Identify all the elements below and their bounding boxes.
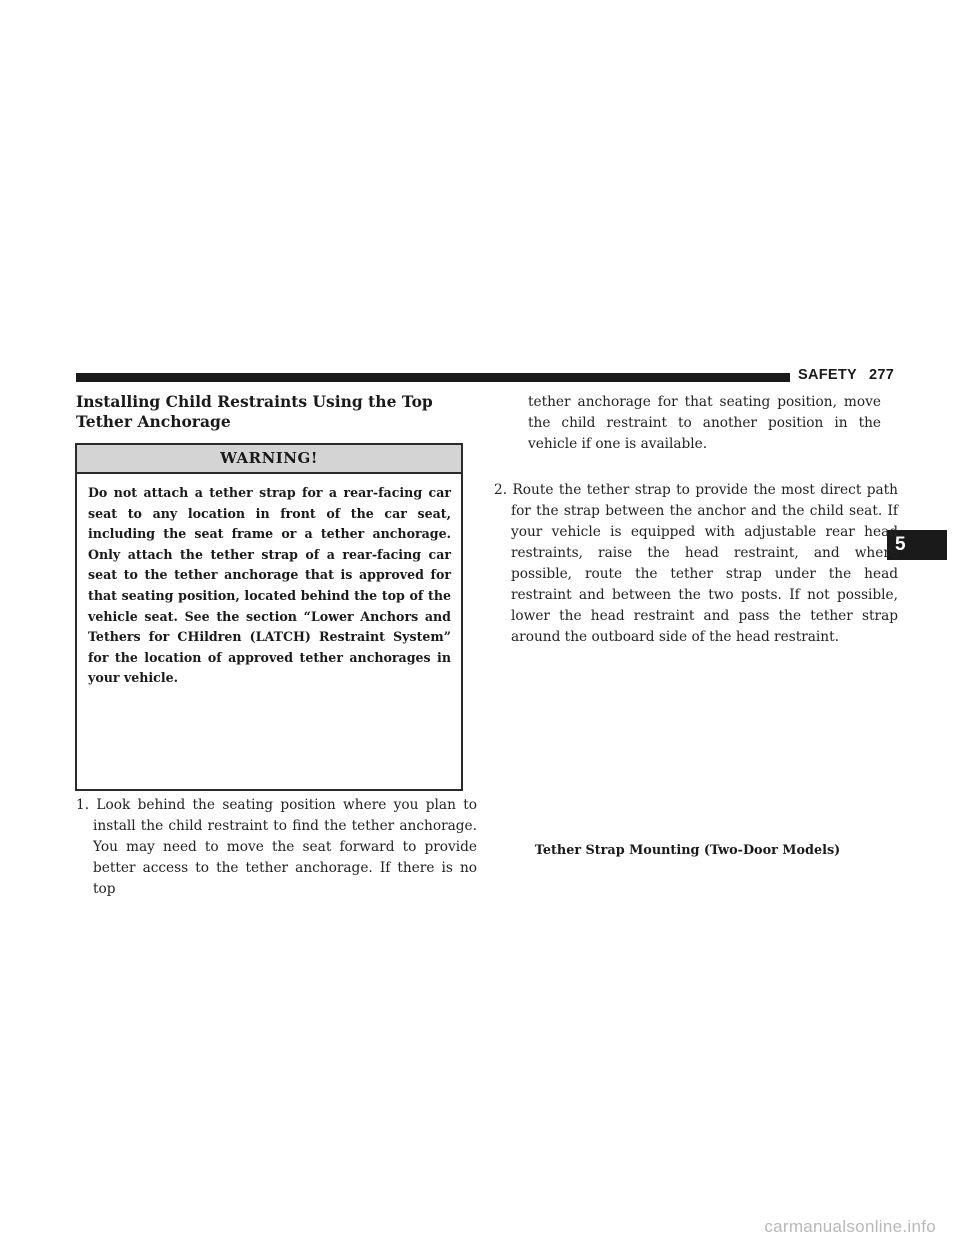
running-header bbox=[798, 367, 894, 383]
figure-caption: Tether Strap Mounting (Two-Door Models) bbox=[534, 843, 841, 858]
header-section-title: SAFETY bbox=[798, 367, 857, 383]
watermark-text: carmanualsonline.info bbox=[764, 1217, 936, 1236]
warning-body: Do not attach a tether strap for a rear-facing car seat to any location in front of the car seat, including the seat frame or a tether anchorage. Only attach the tether strap of a rear-facing car seat to the tether anchorage that is approved for that seating position, located behind the top of the vehicle seat. See the section “Lower Anchors and Tethers for CHildren (LATCH) Restraint System” for the location of approved tether anchorages in your vehicle. bbox=[88, 485, 451, 686]
warning-box bbox=[75, 443, 463, 791]
section-heading: Installing Child Restraints Using the Top Tether Anchorage bbox=[76, 392, 433, 431]
watermark-bar bbox=[0, 1214, 960, 1242]
warning-title: WARNING! bbox=[77, 445, 461, 474]
header-rule bbox=[76, 373, 790, 382]
step-1-continued: tether anchorage for that seating position, move the child restraint to another position in the vehicle if one is available. bbox=[528, 394, 881, 452]
step-1: 1. Look behind the seating position where you plan to install the child restraint to find the tether anchorage. You may need to move the seat forward to provide better access to the tether anchorage. If there is no top bbox=[76, 797, 477, 897]
chapter-tab: 5 bbox=[887, 530, 947, 560]
page-number: 277 bbox=[869, 367, 895, 383]
step-2: 2. Route the tether strap to provide the most direct path for the strap between the anchor and the child seat. If your vehicle is equipped with adjustable rear head restraints, raise the head restraint, and where possible, route the tether strap under the head restraint and between the two posts. If not possible, lower the head restraint and pass the tether strap around the outboard side of the head restraint. bbox=[494, 482, 898, 645]
